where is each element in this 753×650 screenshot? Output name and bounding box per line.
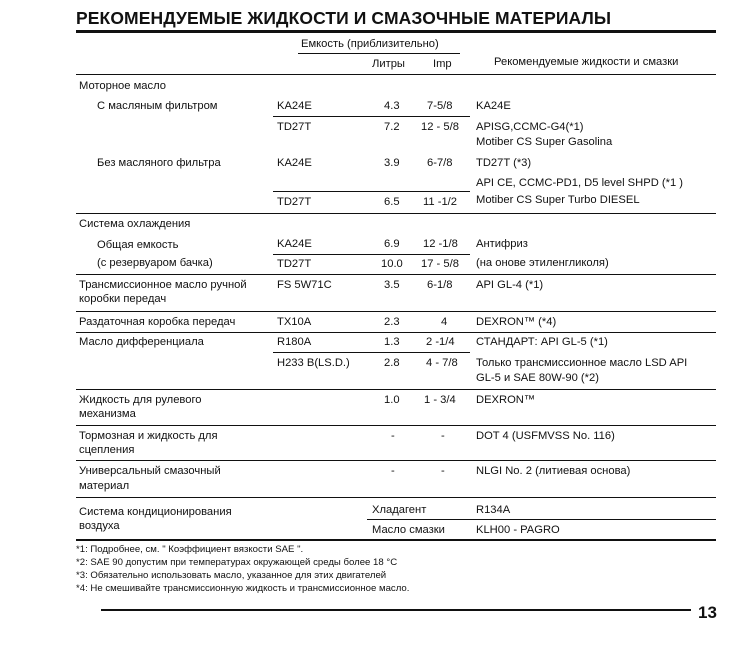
title-rule xyxy=(76,30,716,33)
steer-imp: 1 - 3/4 xyxy=(424,394,456,406)
footnote-1: *1: Подробнее, см. " Коэффициент вязкости SAE ". xyxy=(76,544,304,555)
brake-liters: - xyxy=(391,430,395,442)
c1-imp: 12 -1/8 xyxy=(423,238,458,250)
c1-liters: 6.9 xyxy=(384,238,400,250)
d2-rec-2: GL-5 и SAE 80W-90 (*2) xyxy=(476,372,599,384)
with-tank-label: (с резервуаром бачка) xyxy=(97,257,213,269)
row-divider xyxy=(76,425,716,426)
steer-liters: 1.0 xyxy=(384,394,400,406)
d2-imp: 4 - 7/8 xyxy=(426,357,458,369)
c1-rec: Антифриз xyxy=(476,238,528,250)
trans-rec: API GL-4 (*1) xyxy=(476,279,544,291)
brake-label-1: Тормозная и жидкость для xyxy=(79,430,218,442)
row-divider xyxy=(273,254,470,255)
transfer-model: TX10A xyxy=(277,316,312,328)
trans-imp: 6-1/8 xyxy=(427,279,453,291)
trans-label-2: коробки передач xyxy=(79,293,167,305)
wf1-rec: KA24E xyxy=(476,100,511,112)
d2-model: H233 B(LS.D.) xyxy=(277,357,350,369)
row-divider xyxy=(273,352,470,353)
wo-rec-mid: API CE, CCMC-PD1, D5 level SHPD (*1 ) xyxy=(476,177,684,189)
wo2-imp: 11 -1/2 xyxy=(423,196,457,208)
wo1-model: KA24E xyxy=(277,157,312,169)
wf2-imp: 12 - 5/8 xyxy=(421,121,459,133)
header-recommended: Рекомендуемые жидкости и смазки xyxy=(494,56,679,68)
row-divider xyxy=(76,274,716,275)
row-divider xyxy=(76,497,716,498)
wf1-imp: 7-5/8 xyxy=(427,100,453,112)
wf2-rec-2: Motiber CS Super Gasolina xyxy=(476,136,613,148)
row-divider xyxy=(273,116,470,117)
d1-imp: 2 -1/4 xyxy=(426,336,455,348)
trans-label-1: Трансмиссионное масло ручной xyxy=(79,279,247,291)
wo1-imp: 6-7/8 xyxy=(427,157,453,169)
footer-rule xyxy=(101,609,691,611)
wf2-rec-1: APISG,CCMC-G4(*1) xyxy=(476,121,584,133)
cooling-label: Система охлаждения xyxy=(79,218,191,230)
trans-liters: 3.5 xyxy=(384,279,400,291)
total-capacity-label: Общая емкость xyxy=(97,239,179,251)
header-liters: Литры xyxy=(372,58,405,70)
page-title: РЕКОМЕНДУЕМЫЕ ЖИДКОСТИ И СМАЗОЧНЫЕ МАТЕРИАЛЫ xyxy=(76,8,612,28)
wf2-liters: 7.2 xyxy=(384,121,400,133)
transfer-liters: 2.3 xyxy=(384,316,400,328)
brake-label-2: сцепления xyxy=(79,444,135,456)
d1-liters: 1.3 xyxy=(384,336,400,348)
wo2-model: TD27T xyxy=(277,196,312,208)
d2-rec-1: Только трансмиссионное масло LSD API xyxy=(476,357,688,369)
row-divider xyxy=(76,332,716,333)
header-imp: Imp xyxy=(433,58,452,70)
transfer-rec: DEXRON™ (*4) xyxy=(476,316,557,328)
trans-model: FS 5W71C xyxy=(277,279,332,291)
c2-rec: (на онове этиленгликоля) xyxy=(476,257,609,269)
footnote-2: *2: SAE 90 допустим при температурах окружающей среды более 18 °C xyxy=(76,557,398,568)
with-filter-label: С масляным фильтром xyxy=(97,100,218,112)
wo2-rec: Motiber CS Super Turbo DIESEL xyxy=(476,194,640,206)
grease-rec: NLGI No. 2 (литиевая основа) xyxy=(476,465,631,477)
wf1-liters: 4.3 xyxy=(384,100,400,112)
brake-rec: DOT 4 (USFMVSS No. 116) xyxy=(476,430,615,442)
grease-label-1: Универсальный смазочный xyxy=(79,465,221,477)
ac-label-2: воздуха xyxy=(79,520,120,532)
c2-imp: 17 - 5/8 xyxy=(421,258,459,270)
brake-imp: - xyxy=(441,430,445,442)
c1-model: KA24E xyxy=(277,238,312,250)
wo1-rec: TD27T (*3) xyxy=(476,157,532,169)
row-divider xyxy=(76,460,716,461)
wo1-liters: 3.9 xyxy=(384,157,400,169)
steer-label-2: механизма xyxy=(79,408,136,420)
wo2-liters: 6.5 xyxy=(384,196,400,208)
wf1-model: KA24E xyxy=(277,100,312,112)
transfer-label: Раздаточная коробка передач xyxy=(79,316,236,328)
without-filter-label: Без масляного фильтра xyxy=(97,157,221,169)
refrigerant-rec: R134A xyxy=(476,504,511,516)
row-divider xyxy=(367,519,716,520)
header-capacity: Емкость (приблизительно) xyxy=(301,38,439,50)
ac-label-1: Система кондиционирования xyxy=(79,506,232,518)
d2-liters: 2.8 xyxy=(384,357,400,369)
refrigerant-label: Хладагент xyxy=(372,504,427,516)
row-divider xyxy=(76,74,716,75)
diff-label: Масло дифференциала xyxy=(79,336,204,348)
grease-label-2: материал xyxy=(79,480,130,492)
row-divider xyxy=(76,213,716,214)
lube-label: Масло смазки xyxy=(372,524,445,536)
page-number: 13 xyxy=(698,603,717,622)
d1-rec: СТАНДАРТ: API GL-5 (*1) xyxy=(476,336,608,348)
table-bottom-rule xyxy=(76,539,716,541)
d1-model: R180A xyxy=(277,336,312,348)
footnote-4: *4: Не смешивайте трансмиссионную жидкость и трансмиссионное масло. xyxy=(76,583,410,594)
row-divider xyxy=(273,191,470,192)
grease-imp: - xyxy=(441,465,445,477)
steer-label-1: Жидкость для рулевого xyxy=(79,394,202,406)
c2-model: TD27T xyxy=(277,258,312,270)
row-divider xyxy=(76,311,716,312)
steer-rec: DEXRON™ xyxy=(476,394,536,406)
engine-oil-label: Моторное масло xyxy=(79,80,166,92)
c2-liters: 10.0 xyxy=(381,258,403,270)
lube-rec: KLH00 - PAGRO xyxy=(476,524,560,536)
footnote-3: *3: Обязательно использовать масло, указанное для этих двигателей xyxy=(76,570,387,581)
header-capacity-rule xyxy=(298,53,460,54)
transfer-imp: 4 xyxy=(441,316,448,328)
row-divider xyxy=(76,389,716,390)
grease-liters: - xyxy=(391,465,395,477)
wf2-model: TD27T xyxy=(277,121,312,133)
